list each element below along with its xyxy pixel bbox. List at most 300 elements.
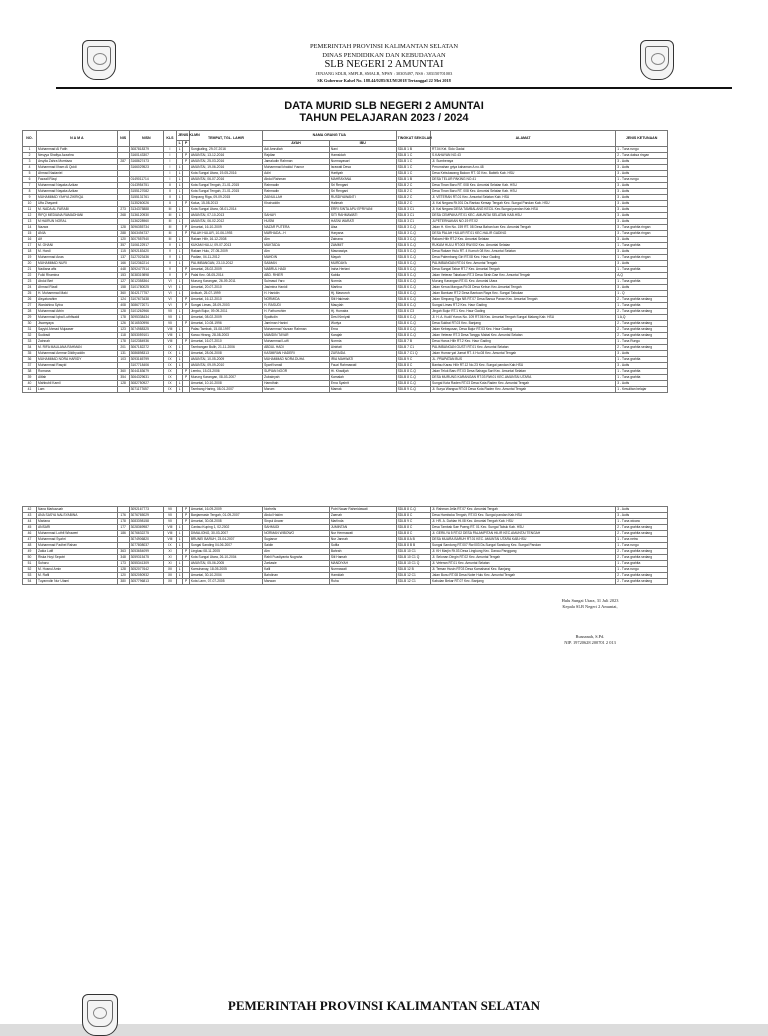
cell-nisn: 3086898313 <box>129 351 163 357</box>
cell-nama: MUHAMMAD YAHYA ZIKRIQA <box>36 195 117 201</box>
cell-no: 53 <box>23 573 37 579</box>
cell-ketunaan: 1 A,Q <box>616 315 668 321</box>
cell-nama: M. Hardi <box>36 249 117 255</box>
cell-nama: Muhammad Luthfi Wiraweri <box>36 531 117 537</box>
cell-no: 30 <box>23 321 37 327</box>
cell-ayah: ABDUL HADI <box>263 345 330 351</box>
cell-p: P <box>183 369 189 375</box>
cell-no: 19 <box>23 255 37 261</box>
cell-kls: VIII <box>164 327 177 333</box>
cell-nisn: 3101780025 <box>129 285 163 291</box>
cell-ibu: Hartiyah <box>329 171 396 177</box>
cell-ketunaan: 3 - Autis <box>616 183 668 189</box>
cell-no: 8 <box>23 189 37 195</box>
cell-nama: Wardahina Sylva <box>36 303 117 309</box>
cell-ttl: Palau Tambak, 15-08-1997 <box>189 327 262 333</box>
cell-l: L <box>176 543 182 549</box>
cell-ketunaan: 3 - Tuna grahita ringan <box>616 231 668 237</box>
cell-kls: VIII <box>164 537 177 543</box>
cell-tingkat: SDLB 1 B <box>396 147 430 153</box>
cell-nama: Muhammad Nayaka Azikan <box>36 183 117 189</box>
cell-alamat: S.KAHAYAN NO.43 <box>431 153 616 159</box>
cell-no: 1 <box>23 147 37 153</box>
cell-ayah: H. Fathurrohim <box>263 309 330 315</box>
cell-ketunaan: 2 - Tuna grahita sedang <box>616 345 668 351</box>
cell-no: 42 <box>23 507 37 513</box>
col-orang-tua: NAMA ORANG TUA <box>263 131 397 141</box>
cell-ketunaan: A,Q <box>616 273 668 279</box>
cell-tingkat: SDLB 1 C <box>396 171 430 177</box>
cell-nama: RIFQI MEDIANA RAMADHANI <box>36 213 117 219</box>
cell-tingkat: SDLB 2 C <box>396 195 430 201</box>
cell-no: 40 <box>23 381 37 387</box>
cell-ibu: Fauzi Rahmawati <box>329 363 396 369</box>
cell-ttl: AMUNTAI, 09-09-2010 <box>189 363 262 369</box>
cell-ketunaan: 1 - Tuna grahita <box>616 279 668 285</box>
cell-kls: I <box>164 177 177 183</box>
cell-ttl: Sungkaling, 29-07-2016 <box>189 147 262 153</box>
col-nama: N A M A <box>36 131 117 147</box>
cell-ketunaan: 1 - Tuna grahita <box>616 375 668 381</box>
cell-alamat: Bantau Karau Hilir RT.12 No.23 Kec. Sungai pandan Kab.HSU <box>431 363 616 369</box>
cell-nama: Tuyanndin Nur Utami <box>36 579 117 585</box>
cell-nis: 360 <box>117 369 129 375</box>
cell-kls: XI <box>164 561 177 567</box>
cell-ibu: Kamalah <box>329 375 396 381</box>
cell-tingkat: SDLB 10 C1 Q <box>396 555 430 561</box>
cell-no: 37 <box>23 363 37 369</box>
cell-nis: 363 <box>117 549 129 555</box>
cell-ibu: Mamak <box>329 387 396 393</box>
cell-ayah: Alm <box>263 549 330 555</box>
cell-nisn: 3052077642 <box>129 567 163 573</box>
cell-nis: 166 <box>117 261 129 267</box>
cell-alamat: Jalan Teluk Baru RT.03 Desa Sahaga Sari Kec. Amuntai Selatan <box>431 369 616 375</box>
cell-ketunaan: 1 - Q <box>616 291 668 297</box>
cell-ibu: Iraha Herlani <box>329 267 396 273</box>
cell-nisn: 3052050932 <box>129 573 163 579</box>
cell-ketunaan: 3 - Autis <box>616 351 668 357</box>
cell-nisn: 3101262966 <box>129 309 163 315</box>
cell-nisn: 3077808037 <box>129 543 163 549</box>
cell-no: 14 <box>23 225 37 231</box>
cell-ketunaan: 3 - Autis <box>616 189 668 195</box>
cell-kls: V <box>164 267 177 273</box>
cell-nisn: 3012358364 <box>129 279 163 285</box>
cell-ketunaan: 2 - Tuna grahita sedang <box>616 321 668 327</box>
cell-nis: 348 <box>117 555 129 561</box>
cell-nama: Muhammad Anas <box>36 255 117 261</box>
cell-kls: V <box>164 273 177 279</box>
cell-ibu: ZAMMIT <box>329 243 396 249</box>
cell-ayah: Abdul Hakim <box>263 513 330 519</box>
cell-kls: III <box>164 219 177 225</box>
cell-ayah: Muhammad Lutfi <box>263 339 330 345</box>
cell-nis: 380 <box>117 579 129 585</box>
cell-alamat: JL. PRAPATAN BUS <box>431 357 616 363</box>
cell-ayah: Jamiman Hanini <box>263 321 330 327</box>
cell-nama: M. GHANI <box>36 243 117 249</box>
cell-nis: 357 <box>117 243 129 249</box>
cell-no: 52 <box>23 567 37 573</box>
cell-no: 10 <box>23 201 37 207</box>
cell-ketunaan: 2 - Tuna grahita sedang <box>616 555 668 561</box>
cell-nisn: 3074906820 <box>129 537 163 543</box>
cell-alamat: DESA PALAH HULUR RT.01 KEC.HALIR GADING <box>431 231 616 237</box>
cell-kls: VII <box>164 309 177 315</box>
cell-ketunaan: 3 - Autis <box>616 207 668 213</box>
cell-ketunaan: 2 - Tuna grahita sedang <box>616 531 668 537</box>
cell-nis: 123 <box>117 327 129 333</box>
cell-tingkat: SDLB 9 C <box>396 519 430 525</box>
cell-ttl: Amuntai, 28-06-2008 <box>189 351 262 357</box>
cell-tingkat: SDLB 8 C-Q <box>396 327 430 333</box>
cell-ayah: Bahdinan <box>263 573 330 579</box>
cell-tingkat: SDLB 8 C <box>396 525 430 531</box>
cell-ketunaan: 3 - Autis <box>616 363 668 369</box>
cell-tingkat: SDLB 6 C-Q <box>396 321 430 327</box>
cell-ketunaan: 1 - Kesulitan belajar <box>616 387 668 393</box>
cell-no: 39 <box>23 375 37 381</box>
cell-tingkat: SDLB 1 C <box>396 159 430 165</box>
cell-l: L <box>176 351 182 357</box>
signature-role: Kepala SLB Negeri 2 Amuntai, <box>562 604 618 609</box>
cell-ttl: Amuntai, 16-07-2010 <box>189 339 262 345</box>
cell-ayah: Marwan <box>263 579 330 585</box>
col-p: P <box>183 141 189 147</box>
cell-ttl: Palal Kec. 08-05-2014 <box>189 273 262 279</box>
cell-no: 17 <box>23 243 37 249</box>
cell-ttl: PALAH HULUR, 10-06-1993 <box>189 231 262 237</box>
cell-p: P <box>183 321 189 327</box>
col-ayah: AYAH <box>263 141 330 147</box>
cell-no: 43 <box>23 513 37 519</box>
cell-ayah: Jasimina Hanidi <box>263 285 330 291</box>
cell-no: 7 <box>23 183 37 189</box>
cell-nama: Muhammad Fadhel Rahan <box>36 543 117 549</box>
cell-alamat: Jl. VETERAN RT.01 Kec. Amuntai Selatan Kab. HSU <box>431 195 616 201</box>
cell-tingkat: SDLB 1 C <box>396 165 430 171</box>
cell-tingkat: SDLB 5 C-Q <box>396 267 430 273</box>
cell-ibu: Karajah <box>329 333 396 339</box>
cell-nis: 128 <box>117 567 129 573</box>
cell-ayah: KASMIRAN HADERI <box>263 351 330 357</box>
cell-nisn: 3082750927 <box>129 381 163 387</box>
cell-ayah: Khairuddin <box>263 201 330 207</box>
cell-nama: ANSARI <box>36 525 117 531</box>
cell-alamat: Jl. Sumberaya <box>431 159 616 165</box>
cell-no: 4 <box>23 165 37 171</box>
cell-nisn: 3160143307 <box>129 153 163 159</box>
cell-nama: Fulki Rhamina <box>36 273 117 279</box>
cell-ketunaan: 1 - Tuna rungu <box>616 543 668 549</box>
cell-kls: VII <box>164 321 177 327</box>
cell-ttl: AMUNTAI, 25-03-2016 <box>189 159 262 165</box>
col-ketunaan: JENIS KETUNAAN <box>616 131 668 147</box>
cell-ayah: Adiri <box>263 171 330 177</box>
cell-nama: M. NADA AL FARABI <box>36 207 117 213</box>
cell-ttl: Padian, 04-11-2012 <box>189 255 262 261</box>
cell-nisn: 3095338434 <box>129 315 163 321</box>
cell-ayah: MUHAMMAD NORA DUHA <box>263 357 330 363</box>
cell-ttl: Aniluah, 25-07-1999 <box>189 291 262 297</box>
cell-alamat: Jl. Surya Wangsa RT.03 Desa Kota Raden Kec. Amuntai Tengah <box>431 387 616 393</box>
cell-ketunaan: 3 - Autis <box>616 219 668 225</box>
cell-tingkat: SDLB 5 C-Q <box>396 273 430 279</box>
cell-nis: 128 <box>117 225 129 231</box>
cell-nama: Abdul Beri <box>36 279 117 285</box>
cell-no: 24 <box>23 285 37 291</box>
col-ibu: IBU <box>329 141 396 147</box>
cell-alamat: Kabulan Bekar RT.07 Kec. Banjang <box>431 579 616 585</box>
document-title: DATA MURID SLB NEGERI 2 AMUNTAI <box>284 100 484 112</box>
cell-ayah: SAIMAN <box>263 261 330 267</box>
cell-no: 35 <box>23 351 37 357</box>
cell-ttl: Kalua, 15-08-2013 <box>189 201 262 207</box>
cell-ayah: Rahli Fuadiyanta Nugraha <box>263 555 330 561</box>
cell-nama: Nana Markazuah <box>36 507 117 513</box>
cell-ttl: Tambangan Bulih, 21-11-2006 <box>189 345 262 351</box>
cell-l: L <box>176 357 182 363</box>
cell-no: 49 <box>23 549 37 555</box>
cell-ayah: SAHAYI <box>263 213 330 219</box>
cell-l: L <box>176 219 182 225</box>
cell-nisn: 3107718406 <box>129 363 163 369</box>
cell-nama: Ahmad Rizali <box>36 285 117 291</box>
cell-ketunaan: 2 - Tuna daksa ringan <box>616 153 668 159</box>
cell-kls: VII <box>164 315 177 321</box>
cell-tingkat: SDLB 3 C1 <box>396 207 430 213</box>
cell-ayah: Saidin <box>263 543 330 549</box>
cell-nis: 120 <box>117 573 129 579</box>
cell-nis <box>117 387 129 393</box>
cell-nama: Sudiradi <box>36 333 117 339</box>
cell-nis: 201 <box>117 345 129 351</box>
cell-tingkat: SDLB 7 C1 Q <box>396 351 430 357</box>
cell-ttl: Sungai Sanding 04-06-2007 <box>189 543 262 549</box>
cell-no: 36 <box>23 357 37 363</box>
cell-kls: VIII <box>164 531 177 537</box>
cell-nama: M. Rafli <box>36 573 117 579</box>
cell-ayah: MARHADA...H <box>263 231 330 237</box>
next-page-letterhead: PEMERINTAH PROVINSI KALIMANTAN SELATAN <box>227 998 541 1013</box>
cell-l: L <box>176 291 182 297</box>
cell-kls: XII <box>164 567 177 573</box>
cell-kls: V <box>164 243 177 249</box>
cell-nama: Muhammad Ilham Al Qoidi <box>36 165 117 171</box>
cell-ibu: MURDAYA <box>329 261 396 267</box>
cell-alamat: JLPETERNAKAN NO.19 RT.02 <box>431 219 616 225</box>
cell-alamat: Desa Tambak Sae Paeng RT. 01 Kec. Sungai Tabuk Kab. HSU <box>431 525 616 531</box>
cell-nama: Nazwa <box>36 225 117 231</box>
cell-no: 11 <box>23 207 37 213</box>
cell-kls: IX <box>164 345 177 351</box>
cell-alamat: PALIMBANGAN GUSTI RT.01 Kec. Amuntai Selatan <box>431 345 616 351</box>
cell-l: L <box>176 207 182 213</box>
cell-nis: 408 <box>117 303 129 309</box>
cell-ibu: Sri Rengani <box>329 189 396 195</box>
cell-alamat: Jalan Humar yat Jumat RT. 4 Hu.08 Kec. Amuntai Tengah <box>431 351 616 357</box>
cell-no: 12 <box>23 213 37 219</box>
cell-ibu: Haryana <box>329 231 396 237</box>
cell-nis: 128 <box>117 309 129 315</box>
cell-alamat: Jalan Bunu RT.08 Desa Nobe Hulu Kec. Amuntai Tengah <box>431 573 616 579</box>
cell-l: L <box>176 255 182 261</box>
cell-l: L <box>176 177 182 183</box>
cell-alamat: Jl. Veteran RT.01 Kec. Amuntai Selatan <box>431 561 616 567</box>
cell-kls: VI <box>164 279 177 285</box>
cell-no: 27 <box>23 303 37 309</box>
cell-no: 48 <box>23 543 37 549</box>
cell-no: 50 <box>23 555 37 561</box>
cell-ayah: H. Hanidin <box>263 291 330 297</box>
cell-nama: Zainnah <box>36 339 117 345</box>
cell-nis: 178 <box>117 315 129 321</box>
cell-ketunaan: 1 - Tuna grahita <box>616 243 668 249</box>
cell-ayah: Alm <box>263 249 330 255</box>
cell-tingkat: SDLB 8 C-Q <box>396 375 430 381</box>
cell-nisn: 3136228960 <box>129 219 163 225</box>
cell-tingkat: SDLB 6 C3 <box>396 309 430 315</box>
cell-nisn: 3042177757 <box>129 291 163 297</box>
cell-nis: 115 <box>117 249 129 255</box>
cell-ttl: Amuntai, 30-10-2004 <box>189 573 262 579</box>
cell-ketunaan: 3 - Autis <box>616 195 668 201</box>
cell-ketunaan: 2 - Tuna grahita sedang <box>616 549 668 555</box>
cell-alamat: Jalan H. Kim No. 159 RT. 08 Desa Bahan kan Kec. Amuntai Tengah <box>431 225 616 231</box>
cell-nis: 268 <box>117 213 129 219</box>
cell-nis: 360 <box>117 291 129 297</box>
cell-ayah: Alm <box>263 237 330 243</box>
cell-l: L <box>176 183 182 189</box>
cell-kls: XII <box>164 573 177 579</box>
table-row <box>23 387 668 393</box>
cell-kls: VIII <box>164 339 177 345</box>
cell-ayah: SUPIAN NOOR <box>263 369 330 375</box>
cell-ttl: Kota Sungai Utara, 26-10-2004 <box>189 555 262 561</box>
cell-alamat: Jalan Simpang Tiga NB RT.07 Desa Banua Panan Kec. Amuntai Tengah <box>431 297 616 303</box>
cell-ibu: Siti Hamah <box>329 555 396 561</box>
cell-kls: V <box>164 261 177 267</box>
cell-ttl: DIMALIONG, 30-03-2007 <box>189 531 262 537</box>
cell-tingkat: SDLB 3 C-Q <box>396 237 430 243</box>
cell-alamat: DESA MURUNG KARANGAN RT.03 RW.01 KEC.AMUNTAI UTARA <box>431 375 616 381</box>
cell-tingkat: SDLB 6 C-Q <box>396 279 430 285</box>
letterhead-rule <box>56 87 732 89</box>
cell-tingkat: SDLB 12 C1 <box>396 579 430 585</box>
cell-tingkat: SDLB 8 A B <box>396 537 430 543</box>
cell-ibu: Zainana <box>329 237 396 243</box>
cell-ttl: Amuntai, 20-07-2010 <box>189 285 262 291</box>
cell-p: P <box>183 375 189 381</box>
cell-l: L <box>176 345 182 351</box>
cell-ttl: AMUNTAI, 06-02-2012 <box>189 219 262 225</box>
cell-ketunaan: 3 - Autis <box>616 237 668 243</box>
cell-ttl: Tambang Haring, 08-01-2007 <box>189 387 262 393</box>
cell-nama: M. Husnul Amin <box>36 567 117 573</box>
cell-no: 9 <box>23 195 37 201</box>
cell-kls: III <box>164 231 177 237</box>
cell-tingkat: SDLB 5 C-Q <box>396 243 430 249</box>
cell-ttl: Rakam Hilir, 16-12-2008 <box>189 237 262 243</box>
cell-tingkat: SDLB 3 C1 <box>396 219 430 225</box>
cell-nama: H. Muhammad Maki <box>36 291 117 297</box>
cell-tingkat: SDLB 8 C <box>396 531 430 537</box>
col-nis: NIS <box>117 131 129 147</box>
cell-nisn: 3134375888 <box>129 207 163 213</box>
cell-ayah: Rahmadin <box>263 183 330 189</box>
cell-ketunaan: 3 - Autis <box>616 165 668 171</box>
cell-ibu: Ruha <box>329 579 396 585</box>
cell-p: P <box>183 507 189 513</box>
cell-ayah: HUSNI <box>263 219 330 225</box>
cell-ayah: Marum <box>263 387 330 393</box>
cell-p: P <box>183 231 189 237</box>
cell-ibu: Hamidah <box>329 573 396 579</box>
cell-nis: 158 <box>117 285 129 291</box>
cell-ayah: Zarkasie <box>263 561 330 567</box>
cell-nama: MUHAMMAD NORA HARIDY <box>36 357 117 363</box>
cell-no: 29 <box>23 315 37 321</box>
cell-kls: VI <box>164 285 177 291</box>
cell-ketunaan: 1 - Tuna grahita <box>616 369 668 375</box>
cell-alamat: RT.04 Kel. Sido Gadai <box>431 147 616 153</box>
cell-tingkat: SDLB 2 C <box>396 183 430 189</box>
cell-nama: Muhammad Syahri <box>36 537 117 543</box>
cell-nisn: 3038319898 <box>129 273 163 279</box>
signature-place-date: Hulu Sungai Utara, 31 Juli 2023 <box>561 598 619 603</box>
cell-ibu: Desi Kirniyati <box>329 315 396 321</box>
cell-l: L <box>176 213 182 219</box>
cell-ayah: MAHDIN <box>263 255 330 261</box>
cell-nama: Mahbubil Kamil <box>36 381 117 387</box>
cell-l: L <box>176 195 182 201</box>
cell-ibu: Halimah <box>329 201 396 207</box>
cell-ayah: NAZAR PUTERA <box>263 225 330 231</box>
cell-nisn: 3055341309 <box>129 561 163 567</box>
cell-l: L <box>176 573 182 579</box>
cell-nis: 273 <box>117 207 129 213</box>
cell-nama: Muhammad Arbin <box>36 309 117 315</box>
cell-ibu: Sulfia <box>329 543 396 549</box>
cell-nisn: 0143954751 <box>129 183 163 189</box>
cell-nis: 177 <box>117 525 129 531</box>
cell-kls: I <box>164 171 177 177</box>
cell-nis: 288 <box>117 231 129 237</box>
cell-alamat: Sungai Kota Raden RT.03 Desa Kota Raden Kec. Amuntai Tengah <box>431 381 616 387</box>
cell-tingkat: SDLB 6 C-Q <box>396 315 430 321</box>
cell-tingkat: SDLB 3 C-Q <box>396 231 430 237</box>
cell-tingkat: SDLB 6 C-Q <box>396 303 430 309</box>
cell-p: P <box>183 303 189 309</box>
cell-tingkat: SDLB 1 C <box>396 153 430 159</box>
cell-ketunaan: 2 - Tuna grahita sedang <box>616 333 668 339</box>
cell-nama: Arsyila Zahra Mumtaza <box>36 159 117 165</box>
cell-ibu: Sri Rengani <box>329 183 396 189</box>
cell-nis: 176 <box>117 513 129 519</box>
cell-tingkat: SDLB 8 C-Q <box>396 381 430 387</box>
cell-kls: II <box>164 189 177 195</box>
col-kls: KLS <box>164 131 177 147</box>
cell-ibu: ZURAIDA <box>329 351 396 357</box>
cell-kls: IX <box>164 363 177 369</box>
cell-ibu: Aisa <box>329 225 396 231</box>
cell-nama: Lam <box>36 387 117 393</box>
cell-ibu: Hamsidah <box>329 153 396 159</box>
cell-alamat: Perumahan griya kahaman A no.48 <box>431 165 616 171</box>
cell-tingkat: SDLB 12 C1 <box>396 573 430 579</box>
col-jenis-kelamin: JENIS KLMN <box>176 131 189 141</box>
